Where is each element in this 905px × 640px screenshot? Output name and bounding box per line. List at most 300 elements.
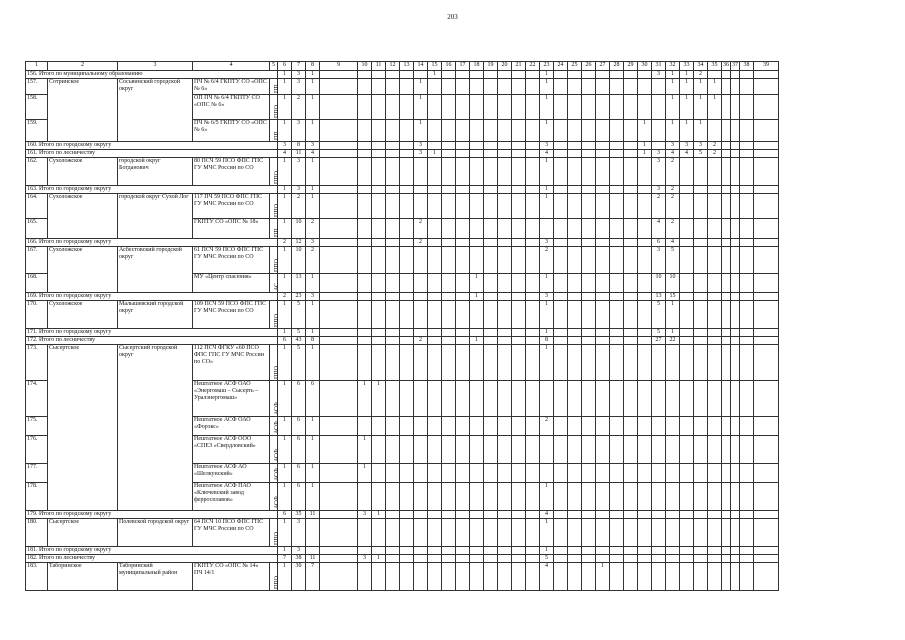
- value-cell: [358, 483, 372, 511]
- value-cell: [386, 219, 400, 239]
- value-cell: [740, 120, 754, 142]
- value-cell: 1: [372, 381, 386, 417]
- value-cell: 1: [278, 71, 292, 79]
- value-cell: [596, 239, 610, 247]
- unit-type-label: ПП: [273, 84, 280, 93]
- value-cell: [624, 483, 638, 511]
- value-cell: 1: [278, 158, 292, 186]
- value-cell: [484, 436, 498, 464]
- value-cell: 2: [306, 247, 320, 274]
- value-cell: [568, 511, 582, 519]
- table-row: [26, 247, 779, 274]
- value-cell: 5: [292, 301, 306, 329]
- value-cell: [554, 150, 568, 158]
- value-cell: [638, 79, 652, 95]
- value-cell: [526, 337, 540, 345]
- value-cell: [740, 79, 754, 95]
- value-cell: [754, 194, 779, 219]
- district-name: Полевской городской округ: [118, 519, 193, 547]
- value-cell: [680, 555, 694, 563]
- value-cell: [740, 337, 754, 345]
- value-cell: [498, 293, 512, 301]
- value-cell: [638, 194, 652, 219]
- value-cell: [754, 436, 779, 464]
- value-cell: [731, 247, 740, 274]
- value-cell: [526, 329, 540, 337]
- value-cell: [610, 274, 624, 293]
- value-cell: [526, 555, 540, 563]
- value-cell: [442, 71, 456, 79]
- value-cell: [400, 483, 414, 511]
- value-cell: [708, 417, 722, 436]
- value-cell: [624, 555, 638, 563]
- value-cell: [666, 417, 680, 436]
- value-cell: [652, 483, 666, 511]
- value-cell: [358, 274, 372, 293]
- value-cell: [740, 483, 754, 511]
- value-cell: [554, 337, 568, 345]
- value-cell: 2: [278, 293, 292, 301]
- value-cell: [400, 239, 414, 247]
- value-cell: [708, 186, 722, 194]
- unit-name: Нештатное АСФ ОАО «Форэкс»: [193, 417, 270, 436]
- value-cell: [740, 186, 754, 194]
- value-cell: [428, 142, 442, 150]
- value-cell: [680, 239, 694, 247]
- value-cell: [652, 142, 666, 150]
- value-cell: 3: [652, 158, 666, 186]
- value-cell: [582, 337, 596, 345]
- value-cell: [320, 547, 358, 555]
- value-cell: [680, 519, 694, 547]
- value-cell: [526, 239, 540, 247]
- unit-type-label: ППО: [273, 204, 280, 217]
- value-cell: [610, 301, 624, 329]
- value-cell: [568, 71, 582, 79]
- value-cell: [694, 547, 708, 555]
- value-cell: 1: [306, 158, 320, 186]
- value-cell: [731, 79, 740, 95]
- value-cell: [740, 219, 754, 239]
- unit-name: Нештатное АСФ ООО «СПЕЗ «Свердловский»: [193, 436, 270, 464]
- value-cell: 6: [652, 239, 666, 247]
- value-cell: [400, 519, 414, 547]
- value-cell: [484, 563, 498, 591]
- value-cell: [596, 381, 610, 417]
- header-cell: 13: [400, 62, 414, 71]
- total-row: [26, 71, 779, 79]
- value-cell: [624, 417, 638, 436]
- value-cell: 1: [596, 563, 610, 591]
- value-cell: [372, 79, 386, 95]
- value-cell: 2: [708, 150, 722, 158]
- value-cell: [498, 71, 512, 79]
- value-cell: [456, 142, 470, 150]
- value-cell: [428, 417, 442, 436]
- value-cell: [498, 186, 512, 194]
- value-cell: [708, 436, 722, 464]
- value-cell: [498, 120, 512, 142]
- value-cell: 3: [292, 158, 306, 186]
- value-cell: [680, 337, 694, 345]
- value-cell: [526, 194, 540, 219]
- value-cell: [722, 158, 731, 186]
- value-cell: [731, 511, 740, 519]
- value-cell: [638, 547, 652, 555]
- value-cell: [512, 329, 526, 337]
- value-cell: 11: [292, 150, 306, 158]
- value-cell: [400, 381, 414, 417]
- value-cell: 2: [666, 219, 680, 239]
- value-cell: [722, 519, 731, 547]
- value-cell: [754, 71, 779, 79]
- value-cell: 1: [414, 79, 428, 95]
- value-cell: 3: [680, 142, 694, 150]
- value-cell: [568, 301, 582, 329]
- value-cell: 1: [540, 186, 554, 194]
- value-cell: [456, 547, 470, 555]
- row-number: 164.: [26, 194, 48, 219]
- value-cell: [470, 519, 484, 547]
- value-cell: [652, 436, 666, 464]
- value-cell: [740, 329, 754, 337]
- value-cell: [498, 142, 512, 150]
- value-cell: [498, 417, 512, 436]
- value-cell: [358, 71, 372, 79]
- value-cell: [484, 511, 498, 519]
- value-cell: 1: [540, 547, 554, 555]
- value-cell: [372, 293, 386, 301]
- value-cell: 1: [278, 464, 292, 483]
- value-cell: [372, 194, 386, 219]
- value-cell: [456, 219, 470, 239]
- value-cell: [610, 436, 624, 464]
- value-cell: [731, 150, 740, 158]
- value-cell: [554, 142, 568, 150]
- value-cell: [484, 547, 498, 555]
- value-cell: [526, 345, 540, 381]
- value-cell: [680, 219, 694, 239]
- total-row: [26, 142, 779, 150]
- value-cell: 1: [540, 345, 554, 381]
- value-cell: [484, 519, 498, 547]
- value-cell: [740, 547, 754, 555]
- value-cell: [414, 301, 428, 329]
- value-cell: [400, 120, 414, 142]
- value-cell: [512, 150, 526, 158]
- value-cell: [442, 247, 456, 274]
- value-cell: [694, 563, 708, 591]
- value-cell: [386, 150, 400, 158]
- value-cell: [610, 417, 624, 436]
- value-cell: [386, 547, 400, 555]
- value-cell: [731, 186, 740, 194]
- value-cell: [498, 436, 512, 464]
- value-cell: [512, 417, 526, 436]
- value-cell: [400, 436, 414, 464]
- document-sheet: [25, 61, 779, 591]
- value-cell: [596, 337, 610, 345]
- value-cell: [320, 194, 358, 219]
- value-cell: 1: [306, 95, 320, 120]
- value-cell: [386, 247, 400, 274]
- value-cell: [652, 519, 666, 547]
- unit-name: 112 ПСЧ ФГКУ «60 ПСО ФПС ГПС ГУ МЧС России по СО»: [193, 345, 270, 381]
- value-cell: 1: [278, 120, 292, 142]
- value-cell: [582, 274, 596, 293]
- value-cell: [652, 95, 666, 120]
- total-label: 161. Итого по лесничеству: [26, 150, 278, 158]
- value-cell: [372, 337, 386, 345]
- value-cell: [428, 95, 442, 120]
- value-cell: [638, 239, 652, 247]
- value-cell: 1: [278, 194, 292, 219]
- value-cell: [694, 519, 708, 547]
- unit-type-label: ПП: [273, 228, 280, 237]
- value-cell: [372, 301, 386, 329]
- table-row: [26, 79, 779, 95]
- header-cell: 9: [320, 62, 358, 71]
- value-cell: [680, 345, 694, 381]
- value-cell: [554, 555, 568, 563]
- value-cell: [596, 219, 610, 239]
- value-cell: [708, 555, 722, 563]
- district-name: городской округ Богданович: [118, 158, 193, 186]
- value-cell: [400, 95, 414, 120]
- value-cell: 35: [292, 511, 306, 519]
- value-cell: [582, 464, 596, 483]
- header-row: [26, 62, 779, 71]
- value-cell: [624, 79, 638, 95]
- unit-name: МУ «Центр спасения»: [193, 274, 270, 293]
- value-cell: [498, 464, 512, 483]
- value-cell: [526, 511, 540, 519]
- header-cell: 16: [442, 62, 456, 71]
- value-cell: [526, 293, 540, 301]
- value-cell: [666, 563, 680, 591]
- value-cell: 1: [306, 345, 320, 381]
- value-cell: [754, 329, 779, 337]
- value-cell: [596, 329, 610, 337]
- header-cell: 10: [358, 62, 372, 71]
- value-cell: [722, 337, 731, 345]
- value-cell: [386, 142, 400, 150]
- value-cell: [498, 563, 512, 591]
- value-cell: [428, 436, 442, 464]
- value-cell: [470, 483, 484, 511]
- value-cell: [358, 79, 372, 95]
- value-cell: [740, 345, 754, 381]
- value-cell: [624, 219, 638, 239]
- value-cell: [372, 329, 386, 337]
- value-cell: [386, 79, 400, 95]
- value-cell: 1: [540, 158, 554, 186]
- value-cell: [610, 381, 624, 417]
- value-cell: [708, 247, 722, 274]
- value-cell: [498, 381, 512, 417]
- value-cell: [554, 417, 568, 436]
- value-cell: 6: [292, 464, 306, 483]
- value-cell: [414, 511, 428, 519]
- value-cell: 1: [414, 95, 428, 120]
- value-cell: [731, 563, 740, 591]
- value-cell: [568, 563, 582, 591]
- unit-type-label: ППО: [273, 171, 280, 184]
- value-cell: [484, 79, 498, 95]
- value-cell: [582, 345, 596, 381]
- value-cell: 2: [666, 158, 680, 186]
- value-cell: [554, 483, 568, 511]
- value-cell: [568, 436, 582, 464]
- header-cell: 24: [554, 62, 568, 71]
- value-cell: [512, 511, 526, 519]
- value-cell: [512, 247, 526, 274]
- value-cell: [740, 194, 754, 219]
- value-cell: [582, 329, 596, 337]
- value-cell: 1: [278, 186, 292, 194]
- value-cell: [596, 274, 610, 293]
- value-cell: [694, 239, 708, 247]
- value-cell: 1: [694, 95, 708, 120]
- value-cell: [610, 555, 624, 563]
- value-cell: [512, 337, 526, 345]
- value-cell: [498, 345, 512, 381]
- value-cell: [372, 563, 386, 591]
- value-cell: [414, 194, 428, 219]
- unit-type: [270, 301, 278, 329]
- value-cell: [400, 142, 414, 150]
- value-cell: [680, 329, 694, 337]
- row-number: 174.: [26, 381, 48, 417]
- value-cell: 3: [414, 142, 428, 150]
- value-cell: [306, 547, 320, 555]
- value-cell: [526, 301, 540, 329]
- value-cell: [470, 95, 484, 120]
- value-cell: [740, 381, 754, 417]
- value-cell: [722, 555, 731, 563]
- row-number: 167.: [26, 247, 48, 274]
- total-label: 169. Итого по городскому округу: [26, 293, 278, 301]
- value-cell: 1: [540, 95, 554, 120]
- value-cell: 8: [292, 142, 306, 150]
- value-cell: [386, 417, 400, 436]
- value-cell: [722, 194, 731, 219]
- unit-type-label: АСФ: [273, 402, 280, 415]
- total-row: [26, 186, 779, 194]
- value-cell: [554, 79, 568, 95]
- value-cell: 4: [666, 239, 680, 247]
- value-cell: [624, 120, 638, 142]
- value-cell: [400, 293, 414, 301]
- unit-name: ГКПТУ СО «ОПС № 18»: [193, 219, 270, 239]
- value-cell: [372, 345, 386, 381]
- value-cell: 3: [306, 239, 320, 247]
- value-cell: 13: [292, 274, 306, 293]
- value-cell: [624, 194, 638, 219]
- value-cell: [456, 301, 470, 329]
- value-cell: [554, 563, 568, 591]
- value-cell: 5: [292, 329, 306, 337]
- unit-type-label: АС: [273, 282, 280, 291]
- unit-name: 109 ПСЧ 59 ПСО ФПС ГПС ГУ МЧС России по СО: [193, 301, 270, 329]
- value-cell: [731, 158, 740, 186]
- value-cell: [400, 301, 414, 329]
- value-cell: [638, 519, 652, 547]
- value-cell: [582, 555, 596, 563]
- value-cell: 4: [278, 150, 292, 158]
- value-cell: [754, 239, 779, 247]
- value-cell: [694, 247, 708, 274]
- value-cell: [694, 337, 708, 345]
- value-cell: [414, 71, 428, 79]
- value-cell: [498, 511, 512, 519]
- value-cell: 6: [292, 381, 306, 417]
- value-cell: [320, 120, 358, 142]
- value-cell: [722, 329, 731, 337]
- value-cell: [512, 71, 526, 79]
- value-cell: [540, 381, 554, 417]
- value-cell: [456, 95, 470, 120]
- value-cell: [320, 483, 358, 511]
- value-cell: 1: [306, 194, 320, 219]
- value-cell: [554, 194, 568, 219]
- value-cell: [596, 186, 610, 194]
- value-cell: 8: [306, 337, 320, 345]
- value-cell: [498, 150, 512, 158]
- value-cell: [526, 79, 540, 95]
- value-cell: [610, 120, 624, 142]
- value-cell: [484, 329, 498, 337]
- row-number: 183.: [26, 563, 48, 591]
- value-cell: 1: [540, 329, 554, 337]
- forestry-name: Сухоложское: [48, 301, 118, 329]
- total-row: [26, 150, 779, 158]
- value-cell: 5: [292, 345, 306, 381]
- unit-type: [270, 483, 278, 511]
- value-cell: [582, 519, 596, 547]
- value-cell: [582, 417, 596, 436]
- value-cell: 3: [292, 120, 306, 142]
- value-cell: [320, 329, 358, 337]
- value-cell: [470, 247, 484, 274]
- district-name: Сосьвинский городской округ: [118, 79, 193, 142]
- value-cell: [414, 158, 428, 186]
- value-cell: [610, 158, 624, 186]
- value-cell: [582, 158, 596, 186]
- total-row: [26, 329, 779, 337]
- value-cell: [722, 247, 731, 274]
- value-cell: [484, 381, 498, 417]
- value-cell: [568, 274, 582, 293]
- value-cell: [456, 337, 470, 345]
- value-cell: [512, 158, 526, 186]
- value-cell: [498, 547, 512, 555]
- value-cell: [582, 142, 596, 150]
- unit-type-label: АСФ: [273, 421, 280, 434]
- value-cell: [731, 555, 740, 563]
- value-cell: [722, 71, 731, 79]
- total-label: 182. Итого по лесничеству: [26, 555, 278, 563]
- value-cell: [484, 247, 498, 274]
- value-cell: [400, 186, 414, 194]
- value-cell: [624, 247, 638, 274]
- value-cell: [526, 186, 540, 194]
- value-cell: [680, 158, 694, 186]
- value-cell: [526, 483, 540, 511]
- value-cell: 2: [540, 417, 554, 436]
- value-cell: [320, 555, 358, 563]
- value-cell: [428, 345, 442, 381]
